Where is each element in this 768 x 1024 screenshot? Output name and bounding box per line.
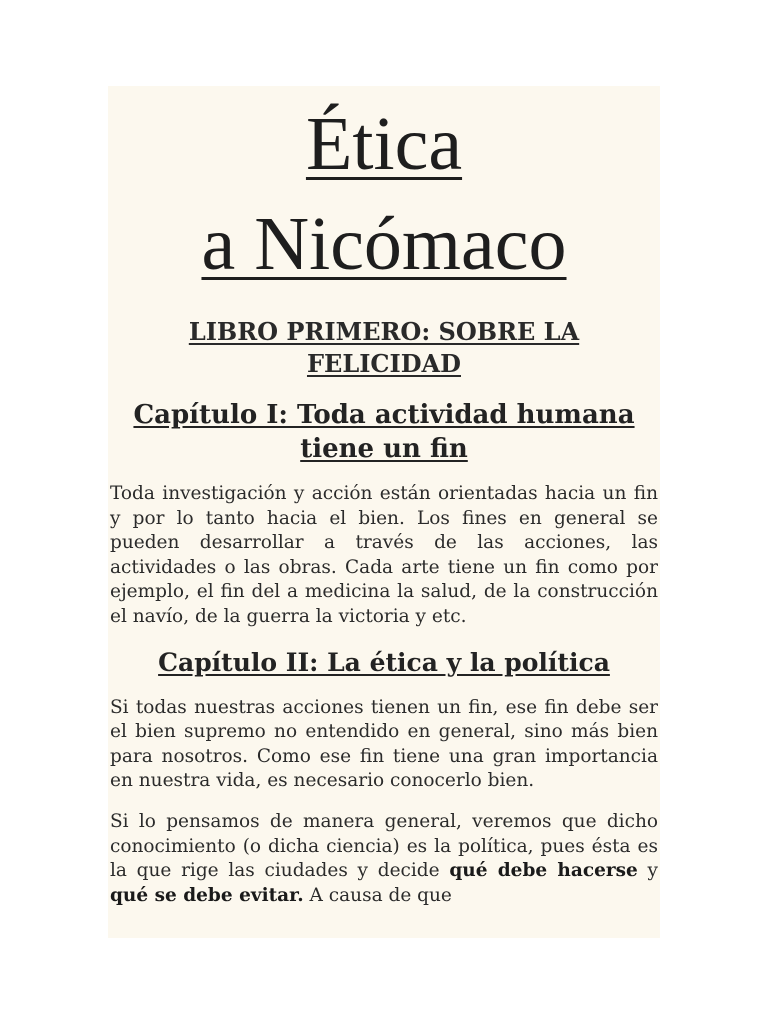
- bold-phrase-2: qué se debe evitar.: [110, 884, 304, 906]
- paragraph-text-before: Si lo pensamos de manera general, veremos que dicho conocimiento (o dicha ciencia) es la política, pues ésta es la que rige las ciudades y decide: [110, 810, 658, 882]
- chapter-2-heading: Capítulo II: La ética y la política: [158, 647, 610, 677]
- chapter-1-paragraph: Toda investigación y acción están orientadas hacia un fin y por lo tanto hacia el bien. Los fines en general se pueden desarrollar a través de las acciones, las actividades o las obras. Cada arte tiene un fin como por ejemplo, el fin del a medicina la salud, de la construcción el navío, de la guerra la victoria y etc.: [110, 483, 658, 627]
- title-line-1: Ética: [305, 102, 463, 186]
- paragraph-text-middle: y: [637, 860, 659, 882]
- paragraph-text-after: A causa de que: [303, 884, 452, 906]
- document-page: [108, 86, 660, 938]
- title-line-2: a Nicómaco: [201, 202, 567, 286]
- bold-phrase-1: qué debe hacerse: [449, 860, 638, 882]
- chapter-2-paragraph-2: [110, 810, 658, 908]
- chapter-1-heading: Capítulo I: Toda actividad humana tiene un fin: [133, 400, 635, 464]
- chapter-2-paragraph-1: Si todas nuestras acciones tienen un fin, ese fin debe ser el bien supremo no entendido en general, sino más bien para nosotros. Como ese fin tiene una gran importancia en nuestra vida, es necesario conocerlo bien.: [110, 696, 658, 792]
- document-title: [108, 86, 660, 286]
- book-heading: LIBRO PRIMERO: SOBRE LA FELICIDAD: [188, 317, 580, 378]
